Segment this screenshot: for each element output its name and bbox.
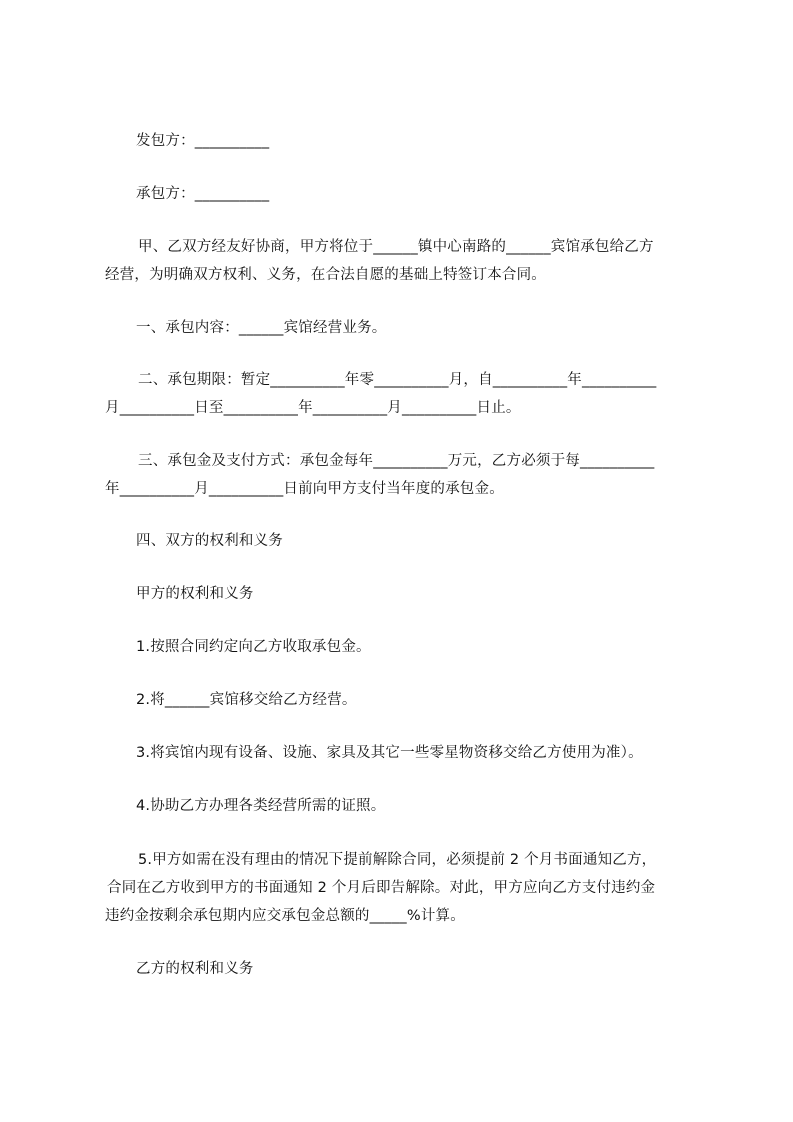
party-b-rights-title: 乙方的权利和义务	[136, 961, 254, 977]
list-item-5-line-3: 违约金按剩余承包期内应交承包金总额的_____%计算。	[105, 908, 465, 924]
clause-3-line-2: 年__________月__________日前向甲方支付当年度的承包金。	[105, 481, 504, 497]
list-item-1: 1.按照合同约定向乙方收取承包金。	[136, 639, 371, 655]
clause-1: 一、承包内容：______宾馆经营业务。	[136, 320, 387, 336]
list-item-5-line-2: 合同在乙方收到甲方的书面通知 2 个月后即告解除。对此，甲方应向乙方支付违约金	[107, 880, 656, 896]
list-item-2: 2.将______宾馆移交给乙方经营。	[136, 692, 357, 708]
list-item-4: 4.协助乙方办理各类经营所需的证照。	[136, 798, 386, 814]
clause-3-line-1: 三、承包金及支付方式：承包金每年__________万元，乙方必须于每__________	[138, 453, 655, 469]
party-b-field: 承包方：__________	[136, 186, 270, 202]
list-item-5-line-1: 5.甲方如需在没有理由的情况下提前解除合同，必须提前 2 个月书面通知乙方，	[138, 852, 657, 868]
party-a-rights-title: 甲方的权利和义务	[136, 586, 254, 602]
list-item-3: 3.将宾馆内现有设备、设施、家具及其它一些零星物资移交给乙方使用为准）。	[136, 745, 643, 761]
clause-2-line-2: 月__________日至__________年__________月__________日止。	[105, 400, 521, 416]
party-a-field: 发包方：__________	[136, 133, 270, 149]
clause-2-line-1: 二、承包期限：暂定__________年零__________月，自__________年__________	[138, 372, 657, 388]
intro-line-1: 甲、乙双方经友好协商，甲方将位于______镇中心南路的______宾馆承包给乙方	[138, 239, 654, 255]
clause-4-title: 四、双方的权利和义务	[136, 533, 283, 549]
intro-line-2: 经营，为明确双方权利、义务，在合法自愿的基础上特签订本合同。	[105, 267, 546, 283]
